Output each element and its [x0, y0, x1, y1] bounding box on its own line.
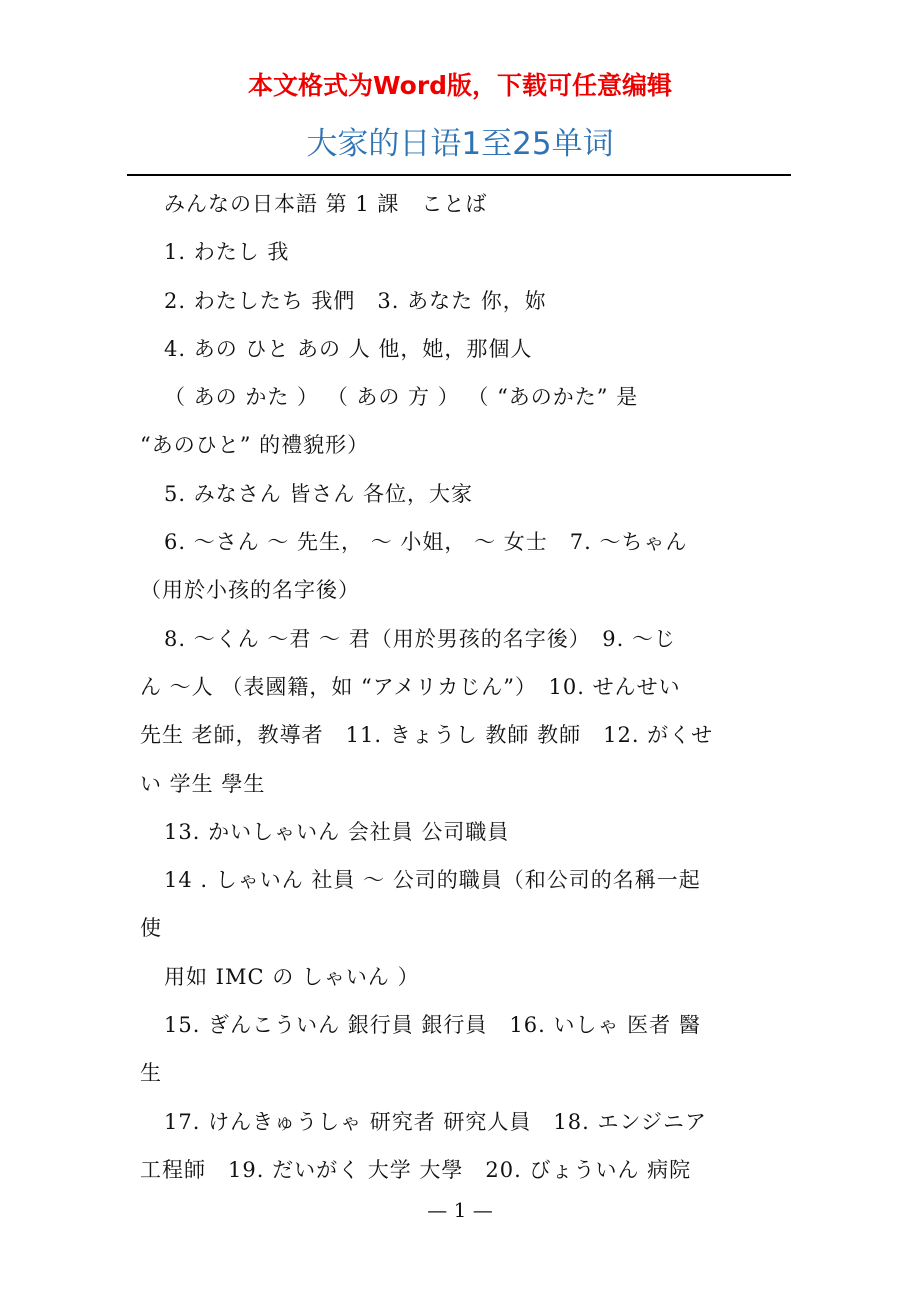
- vocab-line: 6. ～さん ～ 先生， ～ 小姐， ～ 女士 7. ～ちゃん: [164, 530, 688, 555]
- document-title: 大家的日语1至25单词: [306, 126, 614, 162]
- document-body: [140, 180, 780, 1194]
- title-rule: [127, 174, 791, 176]
- vocab-line: 8. ～くん ～君 ～ 君（用於男孩的名字後） 9. ～じ: [164, 626, 676, 651]
- vocab-line: 用如 IMC の しゃいん ）: [164, 964, 420, 989]
- vocab-line: 2. わたしたち 我們 3. あなた 你，妳: [164, 288, 547, 313]
- vocab-line: ん ～人 （表國籍，如 “アメリカじん”） 10. せんせい: [140, 674, 681, 699]
- vocab-line: （ あの かた ） （ あの 方 ） （ “あのかた” 是: [164, 385, 639, 410]
- vocab-line: い 学生 學生: [140, 771, 266, 796]
- vocab-line: 使: [140, 916, 162, 941]
- vocab-line: 15. ぎんこういん 銀行員 銀行員 16. いしゃ 医者 醫: [164, 1013, 701, 1038]
- lesson-heading: みんなの日本語 第 1 課 ことば: [164, 192, 488, 216]
- vocab-line: 5. みなさん 皆さん 各位，大家: [164, 481, 474, 506]
- vocab-line: 13. かいしゃいん 会社員 公司職員: [164, 819, 510, 844]
- format-notice: 本文格式为Word版，下载可任意编辑: [247, 71, 673, 100]
- vocab-line: 14 . しゃいん 社員 ～ 公司的職員（和公司的名稱一起: [164, 868, 701, 893]
- vocab-line: 生: [140, 1061, 162, 1086]
- vocab-line: 工程師 19. だいがく 大学 大學 20. びょういん 病院: [140, 1157, 692, 1182]
- page-number: — 1 —: [427, 1198, 493, 1222]
- vocab-line: 4. あの ひと あの 人 他，她，那個人: [164, 336, 533, 361]
- vocab-line: 1. わたし 我: [164, 240, 290, 265]
- vocab-line: “あのひと” 的禮貌形）: [140, 433, 370, 458]
- vocab-line: 先生 老師，教導者 11. きょうし 教師 教師 12. がくせ: [140, 723, 714, 748]
- vocab-line: （用於小孩的名字後）: [140, 578, 360, 603]
- vocab-line: 17. けんきゅうしゃ 研究者 研究人員 18. エンジニア: [164, 1109, 707, 1134]
